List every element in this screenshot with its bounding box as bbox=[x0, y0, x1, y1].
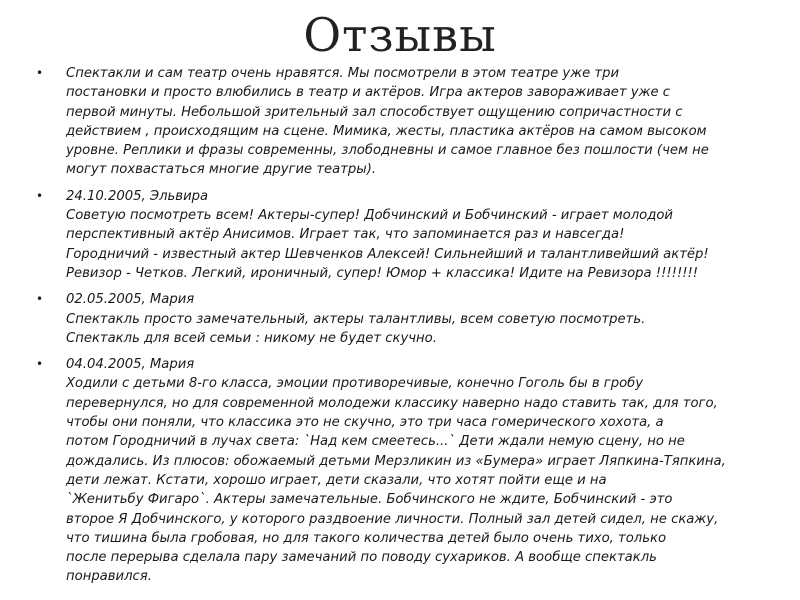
review-text-line: второе Я Добчинского, у которого раздвоение личности. Полный зал детей сидел, не скажу, bbox=[66, 511, 719, 527]
review-text-line: дети лежат. Кстати, хорошо играет, дети сказали, что хотят пойти еще и на bbox=[66, 472, 607, 488]
review-list bbox=[36, 64, 756, 594]
review-text-line: чтобы они поняли, что классика это не скучно, это три часа гомерического хохота, а bbox=[66, 415, 664, 431]
review-item bbox=[36, 290, 756, 348]
review-date-author: 02.05.2005, Мария bbox=[66, 292, 195, 308]
review-text-line: действием , происходящим на сцене. Мимика, жесты, пластика актёров на самом высоком bbox=[66, 123, 707, 139]
review-text-line: перевернулся, но для современной молодежи классику наверно надо ставить так, для того, bbox=[66, 395, 718, 411]
review-text-line: могут похвастаться многие другие театры). bbox=[66, 162, 377, 178]
review-text-line: понравился. bbox=[66, 569, 152, 585]
review-date-author: 24.10.2005, Эльвира bbox=[66, 188, 209, 204]
review-text-line: Ревизор - Четков. Легкий, ироничный, супер! Юмор + классика! Идите на Ревизора !!!!!!!! bbox=[66, 265, 699, 281]
review-text-line: постановки и просто влюбились в театр и актёров. Игра актеров завораживает уже с bbox=[66, 85, 671, 101]
review-text-line: перспективный актёр Анисимов. Играет так, что запоминается раз и навсегда! bbox=[66, 227, 625, 243]
review-text-line: `Женитьбу Фигаро`. Актеры замечательные. Бобчинского не ждите, Бобчинский - это bbox=[66, 492, 673, 508]
review-text-line: Спектакли и сам театр очень нравятся. Мы посмотрели в этом театре уже три bbox=[66, 66, 620, 81]
review-text-line: потом Городничий в лучах света: `Над кем смеетесь...` Дети ждали немую сцену, но не bbox=[66, 434, 685, 450]
review-text-line: Ходили с детьми 8-го класса, эмоции противоречивые, конечно Гоголь бы в гробу bbox=[66, 376, 644, 392]
bullet-icon: • bbox=[36, 357, 44, 372]
bullet-icon: • bbox=[36, 292, 44, 307]
review-text-line: уровне. Реплики и фразы современны, злободневны и самое главное без пошлости (чем не bbox=[66, 143, 709, 159]
review-text-line: первой минуты. Небольшой зрительный зал способствует ощущению сопричастности с bbox=[66, 104, 683, 120]
review-item bbox=[36, 355, 756, 587]
review-text-line: Спектакль для всей семьи : никому не будет скучно. bbox=[66, 330, 437, 346]
review-text-line: Спектакль просто замечательный, актеры талантливы, всем советую посмотреть. bbox=[66, 311, 646, 327]
bullet-icon: • bbox=[36, 66, 44, 80]
review-text-line: дождались. Из плюсов: обожаемый детьми Мерзликин из «Бумера» играет Ляпкина-Тяпкина, bbox=[66, 453, 726, 469]
review-text-line: Советую посмотреть всем! Актеры-супер! Добчинский и Бобчинский - играет молодой bbox=[66, 208, 673, 224]
review-date-author: 04.04.2005, Мария bbox=[66, 357, 195, 373]
review-text-line: что тишина была гробовая, но для такого количества детей было очень тихо, только bbox=[66, 530, 667, 546]
review-text-line: после перерыва сделала пару замечаний по поводу сухариков. А вообще спектакль bbox=[66, 550, 657, 566]
bullet-icon: • bbox=[36, 188, 44, 203]
page-title: Отзывы bbox=[303, 8, 497, 62]
review-item bbox=[36, 187, 756, 283]
review-item bbox=[36, 64, 756, 180]
review-text-line: Городничий - известный актер Шевченков Алексей! Сильнейший и талантливейший актёр! bbox=[66, 246, 709, 262]
